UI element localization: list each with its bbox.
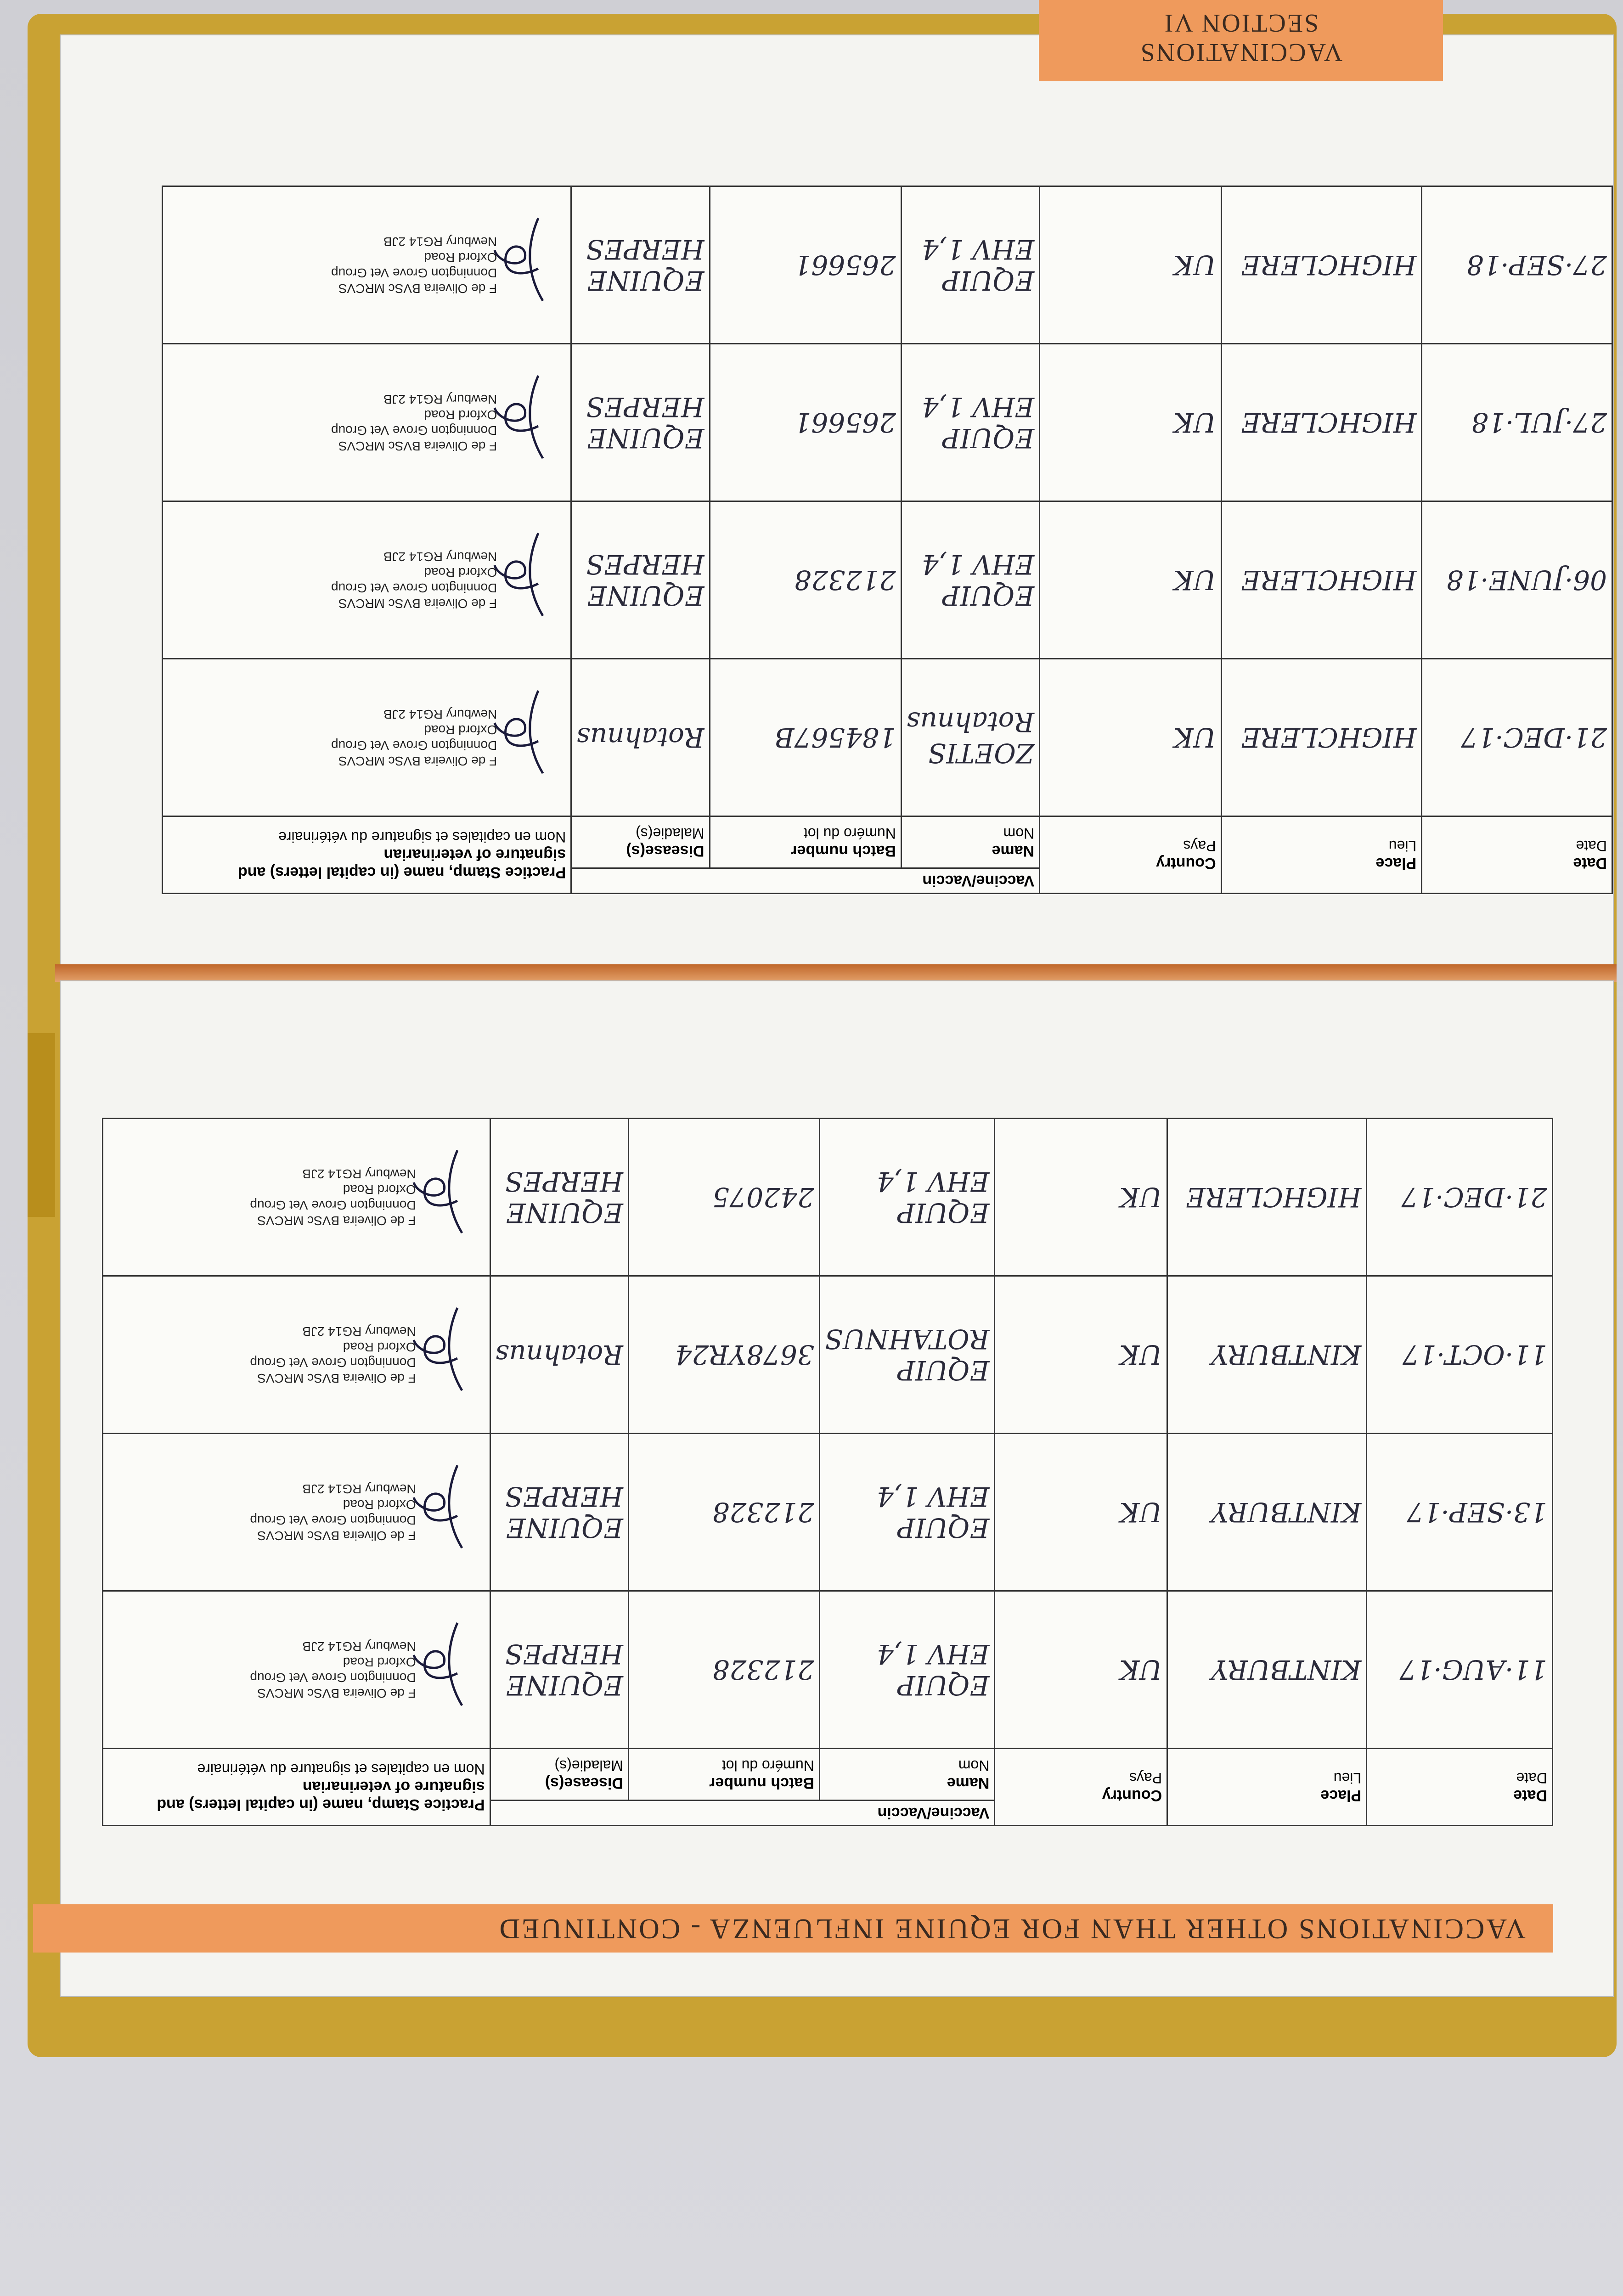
cell-name: EQUIP EHV 1,4 xyxy=(819,1119,995,1276)
cell-place: HIGHCLERE xyxy=(1167,1119,1367,1276)
table-header-row-1 xyxy=(103,1801,1553,1826)
stamp-line-2: Donnington Grove Vet Group xyxy=(250,1356,416,1370)
section-tab-title: VACCINATIONS xyxy=(1139,38,1343,67)
cell-stamp xyxy=(163,186,571,344)
table-row xyxy=(163,344,1612,501)
cell-country: UK xyxy=(995,1591,1167,1749)
stamp-line-1: F de Oliveira BVSc MRCVS xyxy=(257,1686,416,1700)
vet-stamp xyxy=(168,549,566,611)
cell-date: 06·JUNE·18 xyxy=(1422,501,1612,659)
cell-place: HIGHCLERE xyxy=(1221,344,1422,501)
top-vaccination-table xyxy=(162,186,1613,894)
cell-date: 11·AUG·17 xyxy=(1367,1591,1553,1749)
cell-name: EQUIP EHV 1,4 xyxy=(819,1434,995,1591)
cell-name: EQUIP ROTAHNUS xyxy=(819,1276,995,1434)
cell-batch: 242075 xyxy=(628,1119,819,1276)
table-row xyxy=(163,659,1612,816)
header-country: Country Pays xyxy=(995,1749,1167,1826)
table-header-row-1 xyxy=(163,868,1612,894)
stamp-line-2: Donnington Grove Vet Group xyxy=(331,266,497,280)
cell-batch: 212328 xyxy=(628,1591,819,1749)
stamp-line-3: Oxford Road xyxy=(343,1497,416,1512)
cell-name: EQUIP EHV 1,4 xyxy=(901,501,1039,659)
cell-stamp xyxy=(103,1434,490,1591)
stamp-line-4: Newbury RG14 2JB xyxy=(302,1324,416,1339)
stamp-line-3: Oxford Road xyxy=(343,1340,416,1354)
stamp-line-2: Donnington Grove Vet Group xyxy=(331,581,497,595)
cell-disease: EQUINE HERPES xyxy=(571,501,710,659)
cell-country: UK xyxy=(1040,501,1221,659)
stamp-line-1: F de Oliveira BVSc MRCVS xyxy=(338,439,497,453)
header-place: Place Lieu xyxy=(1221,816,1422,894)
section-banner: VACCINATIONS OTHER THAN FOR EQUINE INFLUENZA - CONTINUED xyxy=(33,1904,1553,1953)
vet-stamp xyxy=(108,1166,485,1228)
signature-icon xyxy=(492,214,557,305)
top-table-body xyxy=(163,186,1612,816)
stamp-line-4: Newbury RG14 2JB xyxy=(302,1482,416,1496)
stamp-line-4: Newbury RG14 2JB xyxy=(383,392,497,406)
section-tab-subtitle: SECTION VI xyxy=(1163,9,1319,37)
passport-spine xyxy=(28,1033,55,1217)
stamp-line-1: F de Oliveira BVSc MRCVS xyxy=(257,1529,416,1543)
table-row xyxy=(163,186,1612,344)
cell-stamp xyxy=(163,659,571,816)
cell-stamp xyxy=(103,1119,490,1276)
vet-stamp xyxy=(108,1481,485,1543)
header-date: Date Date xyxy=(1367,1749,1553,1826)
header-stamp: Practice Stamp, name (in capital letters) and signature of veterinarian Nom en capitales et signature du vétérinaire xyxy=(163,816,571,894)
stamp-line-3: Oxford Road xyxy=(424,408,497,422)
vet-stamp xyxy=(168,706,566,769)
cell-batch: 212328 xyxy=(710,501,901,659)
header-date: Date Date xyxy=(1422,816,1612,894)
cell-disease: EQUINE HERPES xyxy=(490,1591,628,1749)
cell-batch: 265661 xyxy=(710,344,901,501)
header-name: Name Nom xyxy=(819,1749,995,1801)
cell-name: ZOETIS Rotahnus xyxy=(901,659,1039,816)
cell-batch: 212328 xyxy=(628,1434,819,1591)
stamp-line-1: F de Oliveira BVSc MRCVS xyxy=(338,597,497,611)
cell-disease: Rotahnus xyxy=(571,659,710,816)
stamp-line-1: F de Oliveira BVSc MRCVS xyxy=(338,754,497,768)
vet-stamp xyxy=(108,1638,485,1701)
cell-stamp xyxy=(163,501,571,659)
stamp-line-2: Donnington Grove Vet Group xyxy=(331,423,497,438)
stamp-line-2: Donnington Grove Vet Group xyxy=(331,738,497,753)
stamp-line-2: Donnington Grove Vet Group xyxy=(250,1671,416,1685)
signature-icon xyxy=(492,686,557,778)
bottom-page-rotated-content xyxy=(61,981,1613,1996)
stamp-line-3: Oxford Road xyxy=(424,723,497,737)
cell-place: HIGHCLERE xyxy=(1221,186,1422,344)
stamp-line-4: Newbury RG14 2JB xyxy=(383,707,497,721)
cell-disease: Rotahnus xyxy=(490,1276,628,1434)
stamp-line-4: Newbury RG14 2JB xyxy=(383,235,497,249)
header-disease: Disease(s) Maladie(s) xyxy=(571,816,710,868)
stamp-line-3: Oxford Road xyxy=(343,1182,416,1197)
page-binding xyxy=(55,964,1617,982)
cell-disease: EQUINE HERPES xyxy=(571,186,710,344)
header-batch: Batch number Numéro du lot xyxy=(628,1749,819,1801)
cell-country: UK xyxy=(995,1119,1167,1276)
table-row xyxy=(103,1276,1553,1434)
stamp-line-1: F de Oliveira BVSc MRCVS xyxy=(257,1371,416,1385)
cell-country: UK xyxy=(1040,186,1221,344)
bottom-vaccination-table xyxy=(102,1118,1553,1826)
header-batch: Batch number Numéro du lot xyxy=(710,816,901,868)
cell-disease: EQUINE HERPES xyxy=(490,1119,628,1276)
header-name: Name Nom xyxy=(901,816,1039,868)
header-vaccine-group: Vaccine/Vaccin xyxy=(490,1801,995,1826)
cell-country: UK xyxy=(995,1276,1167,1434)
cell-batch: 265661 xyxy=(710,186,901,344)
cell-batch: 184567B xyxy=(710,659,901,816)
signature-icon xyxy=(411,1303,476,1395)
table-row xyxy=(103,1119,1553,1276)
stamp-line-4: Newbury RG14 2JB xyxy=(302,1167,416,1181)
bottom-table-body xyxy=(103,1119,1553,1749)
header-country: Country Pays xyxy=(1040,816,1221,894)
table-row xyxy=(103,1591,1553,1749)
cell-country: UK xyxy=(995,1434,1167,1591)
cell-country: UK xyxy=(1040,659,1221,816)
cell-date: 27·SEP·18 xyxy=(1422,186,1612,344)
cell-place: HIGHCLERE xyxy=(1221,659,1422,816)
cell-name: EQUIP EHV 1,4 xyxy=(901,186,1039,344)
header-disease: Disease(s) Maladie(s) xyxy=(490,1749,628,1801)
cell-date: 13·SEP·17 xyxy=(1367,1434,1553,1591)
table-row xyxy=(163,501,1612,659)
signature-icon xyxy=(492,371,557,463)
signature-icon xyxy=(492,529,557,620)
stamp-line-4: Newbury RG14 2JB xyxy=(383,550,497,564)
cell-stamp xyxy=(103,1276,490,1434)
signature-icon xyxy=(411,1461,476,1553)
stamp-line-3: Oxford Road xyxy=(424,250,497,264)
header-vaccine-group: Vaccine/Vaccin xyxy=(571,868,1040,894)
cell-stamp xyxy=(103,1591,490,1749)
cell-place: KINTBURY xyxy=(1167,1276,1367,1434)
signature-icon xyxy=(411,1618,476,1710)
cell-date: 21·DEC·17 xyxy=(1367,1119,1553,1276)
cell-name: EQUIP EHV 1,4 xyxy=(901,344,1039,501)
stamp-line-3: Oxford Road xyxy=(343,1655,416,1669)
signature-icon xyxy=(411,1146,476,1238)
stamp-line-2: Donnington Grove Vet Group xyxy=(250,1513,416,1527)
top-page-rotated-content xyxy=(61,9,1613,968)
stamp-line-1: F de Oliveira BVSc MRCVS xyxy=(257,1214,416,1228)
cell-disease: EQUINE HERPES xyxy=(490,1434,628,1591)
cell-name: EQUIP EHV 1,4 xyxy=(819,1591,995,1749)
vet-stamp xyxy=(168,391,566,454)
cell-date: 11·OCT·17 xyxy=(1367,1276,1553,1434)
cell-date: 27·JUL·18 xyxy=(1422,344,1612,501)
cell-batch: 3678YR24 xyxy=(628,1276,819,1434)
cell-stamp xyxy=(163,344,571,501)
bottom-page xyxy=(60,980,1614,1997)
stamp-line-3: Oxford Road xyxy=(424,565,497,580)
vet-stamp xyxy=(108,1323,485,1386)
section-tab xyxy=(1039,0,1443,81)
stamp-line-2: Donnington Grove Vet Group xyxy=(250,1198,416,1212)
stamp-line-1: F de Oliveira BVSc MRCVS xyxy=(338,281,497,296)
cell-place: KINTBURY xyxy=(1167,1591,1367,1749)
cell-disease: EQUINE HERPES xyxy=(571,344,710,501)
cell-place: KINTBURY xyxy=(1167,1434,1367,1591)
cell-date: 21·DEC·17 xyxy=(1422,659,1612,816)
cell-country: UK xyxy=(1040,344,1221,501)
header-stamp: Practice Stamp, name (in capital letters) and signature of veterinarian Nom en capitales et signature du vétérinaire xyxy=(103,1749,490,1826)
stamp-line-4: Newbury RG14 2JB xyxy=(302,1639,416,1654)
top-page xyxy=(60,9,1614,968)
vet-stamp xyxy=(168,234,566,296)
table-row xyxy=(103,1434,1553,1591)
cell-place: HIGHCLERE xyxy=(1221,501,1422,659)
header-place: Place Lieu xyxy=(1167,1749,1367,1826)
